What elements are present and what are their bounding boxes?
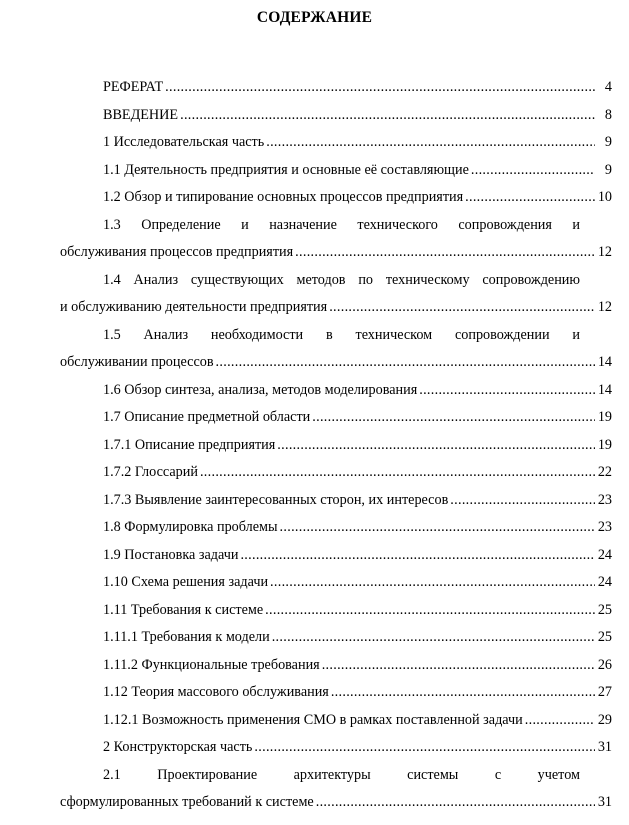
toc-entry-1-11-2[interactable] [103,655,612,675]
toc-entry-1-7-2[interactable] [103,462,612,482]
toc-entry-2-1[interactable] [60,792,612,812]
dot-leader [419,380,595,400]
toc-entry-text: РЕФЕРАТ [103,79,164,95]
dot-leader [266,132,595,152]
dot-leader [180,105,595,125]
dot-leader [240,545,595,565]
toc-entry-text: 1.7.3 Выявление заинтересованных сторон, их интересов [103,492,449,508]
dot-leader [265,600,595,620]
toc-entry-1-1[interactable] [103,160,612,180]
dot-leader [331,682,595,702]
toc-entry-page: 19 [597,437,612,453]
toc-entry-page: 24 [597,547,612,563]
toc-entry-referat[interactable] [103,77,612,97]
dot-leader [280,517,595,537]
toc-entry-1-12[interactable] [103,682,612,702]
dot-leader [316,792,595,812]
toc-entry-text: и обслуживанию деятельности предприятия [60,299,328,315]
toc-entry-page: 31 [597,739,612,755]
toc-entry-1-8[interactable] [103,517,612,537]
toc-entry-2[interactable] [103,737,612,757]
toc-entry-1-5[interactable] [60,352,612,372]
toc-entry-1-11-1[interactable] [103,627,612,647]
toc-entry-text: ВВЕДЕНИЕ [103,107,179,123]
toc-entry-page: 10 [597,189,612,205]
toc-entry-text: обслуживании процессов [60,354,214,370]
toc-entry-1-3-line1[interactable]: 1.3 Определение и назначение технического сопровождения и [103,217,580,233]
toc-entry-text: сформулированных требований к системе [60,794,314,810]
dot-leader [277,435,595,455]
toc-entry-1-10[interactable] [103,572,612,592]
toc-entry-text: 1.10 Схема решения задачи [103,574,269,590]
toc-entry-1-6[interactable] [103,380,612,400]
toc-entry-1-7-3[interactable] [103,490,612,510]
toc-entry-page: 12 [597,244,612,260]
toc-entry-1-7-1[interactable] [103,435,612,455]
toc-entry-page: 14 [597,354,612,370]
dot-leader [165,77,595,97]
dot-leader [312,407,595,427]
toc-entry-page: 14 [597,382,612,398]
toc-entry-1-4[interactable] [60,297,612,317]
toc-entry-text: 1.7.1 Описание предприятия [103,437,276,453]
toc-entry-text: 1.11.1 Требования к модели [103,629,270,645]
toc-entry-page: 23 [597,519,612,535]
dot-leader [465,187,595,207]
toc-entry-text: 1.9 Постановка задачи [103,547,239,563]
toc-entry-text: 1.12.1 Возможность применения СМО в рамках поставленной задачи [103,712,523,728]
dot-leader [525,710,595,730]
toc-entry-text: 1.1 Деятельность предприятия и основные её составляющие [103,162,469,178]
toc-entry-1-2[interactable] [103,187,612,207]
toc-entry-text: обслуживания процессов предприятия [60,244,294,260]
toc-entry-page: 25 [597,602,612,618]
toc-entry-page: 9 [604,162,612,178]
dot-leader [329,297,595,317]
toc-entry-page: 31 [597,794,612,810]
toc-entry-page: 8 [604,107,612,123]
dot-leader [254,737,595,757]
dot-leader [216,352,595,372]
toc-entry-text: 1.7.2 Глоссарий [103,464,198,480]
toc-entry-text: 1.7 Описание предметной области [103,409,311,425]
toc-entry-text: 1.6 Обзор синтеза, анализа, методов моделирования [103,382,418,398]
toc-entry-1-4-line1[interactable]: 1.4 Анализ существующих методов по техническому сопровождению [103,272,580,288]
toc-entry-page: 27 [597,684,612,700]
dot-leader [450,490,595,510]
toc-entry-text: 1.11.2 Функциональные требования [103,657,320,673]
dot-leader [471,160,595,180]
toc-entry-text: 1.12 Теория массового обслуживания [103,684,329,700]
toc-entry-text: 1.8 Формулировка проблемы [103,519,278,535]
dot-leader [322,655,595,675]
toc-entry-1-9[interactable] [103,545,612,565]
toc-entry-1[interactable] [103,132,612,152]
toc-entry-page: 23 [597,492,612,508]
toc-entry-1-3[interactable] [60,242,612,262]
toc-entry-text: 1.11 Требования к системе [103,602,264,618]
toc-entry-page: 24 [597,574,612,590]
toc-entry-1-5-line1[interactable]: 1.5 Анализ необходимости в техническом сопровождении и [103,327,580,343]
toc-entry-text: 2 Конструкторская часть [103,739,253,755]
toc-entry-page: 29 [597,712,612,728]
dot-leader [200,462,595,482]
toc-entry-page: 26 [597,657,612,673]
toc-entry-text: 1 Исследовательская часть [103,134,265,150]
toc-entry-1-12-1[interactable] [103,710,612,730]
toc-entry-page: 12 [597,299,612,315]
toc-entry-page: 19 [597,409,612,425]
toc-entry-1-11[interactable] [103,600,612,620]
toc-entry-page: 4 [604,79,612,95]
toc-entry-text: 1.2 Обзор и типирование основных процессов предприятия [103,189,464,205]
dot-leader [295,242,595,262]
toc-entry-2-1-line1[interactable]: 2.1 Проектирование архитектуры системы с учетом [103,767,580,783]
dot-leader [270,572,595,592]
toc-entry-page: 25 [597,629,612,645]
dot-leader [272,627,595,647]
page-title: СОДЕРЖАНИЕ [256,9,373,26]
toc-entry-page: 22 [597,464,612,480]
toc-entry-1-7[interactable] [103,407,612,427]
toc-entry-page: 9 [604,134,612,150]
toc-entry-vvedenie[interactable] [103,105,612,125]
